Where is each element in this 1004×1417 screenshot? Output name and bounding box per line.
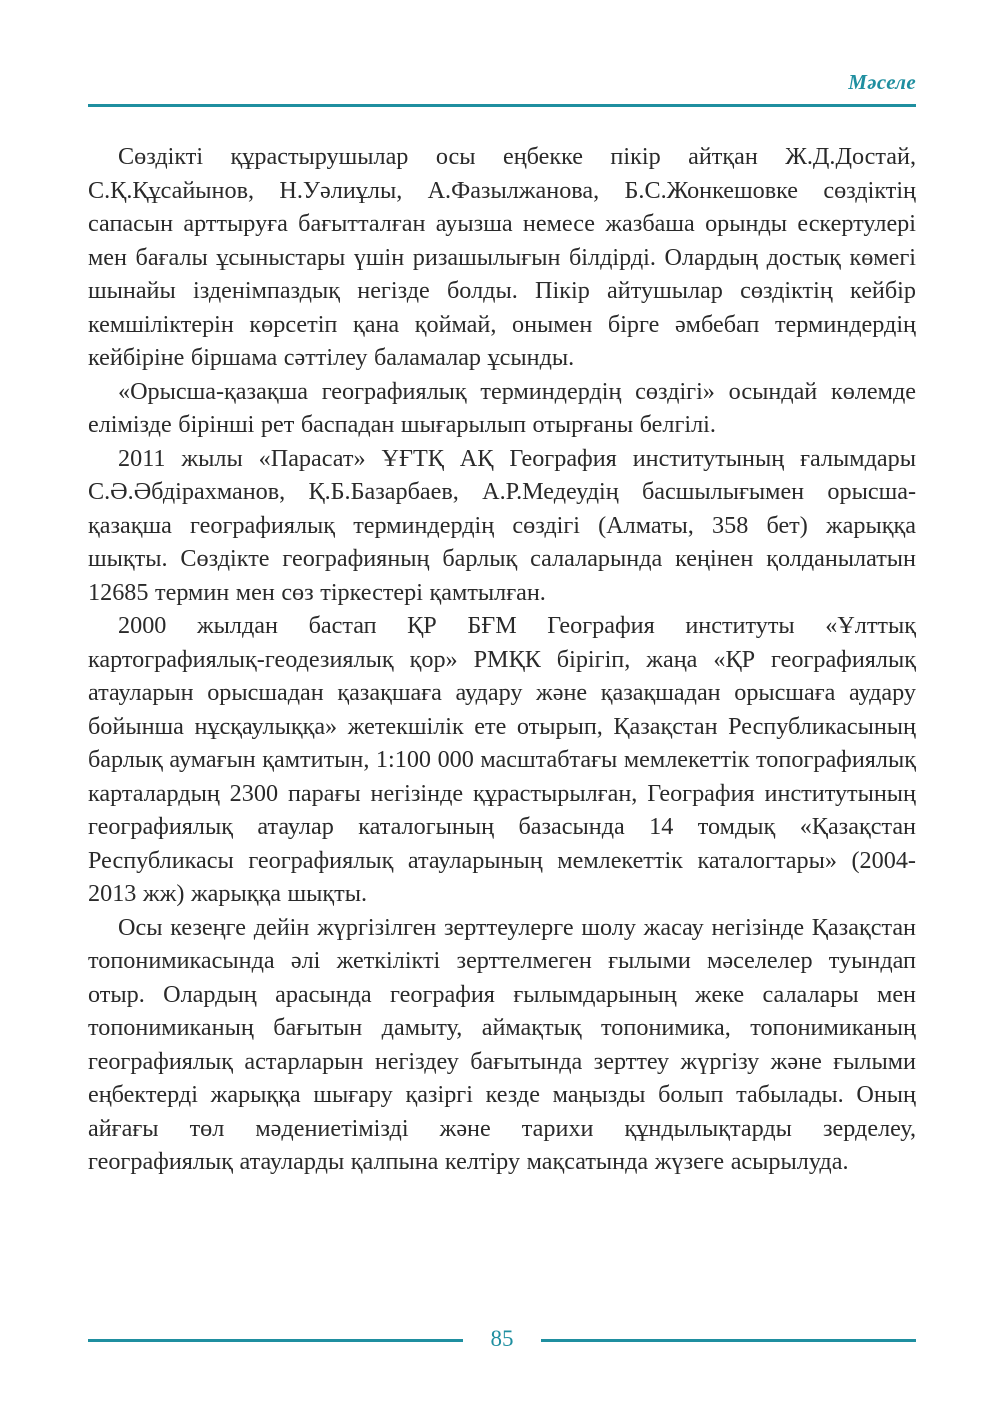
paragraph-5: Осы кезеңге дейін жүргізілген зерттеулерге шолу жасау негізінде Қазақстан топонимикасында әлі жеткілікті зерттелмеген ғылыми мәселелер туындап отыр. Олардың арасында география ғылымдарының жеке салалары мен топонимиканың бағытын дамыту, аймақтық топонимика, топонимиканың географиялық астарларын негіздеу бағытында зерттеу жүргізу және ғылыми еңбектерді жарыққа шығару қазіргі кезде маңызды болып табылады. Оның айғағы төл мәдениетімізді және тарихи құндылықтарды зерделеу, географиялық атауларды қалпына келтіру мақсатында жүзеге асырылуда. (88, 913, 916, 1175)
footer-rule-left (88, 1339, 463, 1342)
footer-rule-right (541, 1339, 916, 1342)
paragraph-2: «Орысша-қазақша географиялық терминдердің сөздігі» осындай көлемде елімізде бірінші рет баспадан шығарылып отырғаны белгілі. (88, 377, 916, 438)
section-title: Мәселе (848, 70, 916, 94)
paragraph-3: 2011 жылы «Парасат» ҰҒТҚ АҚ География институтының ғалымдары С.Ә.Әбдірахманов, Қ.Б.Базарбаев, А.Р.Медеудің басшылығымен орысша-қазақша географиялық терминдердің сөздігі (Алматы, 358 бет) жарыққа шықты. Сөздікте географияның барлық салаларында кеңінен қолданылатын 12685 термин мен сөз тіркестері қамтылған. (88, 444, 916, 606)
paragraph-4: 2000 жылдан бастап ҚР БҒМ География институты «Ұлттық картографиялық-геодезиялық қор» РМҚК бірігіп, жаңа «ҚР географиялық атауларын орысшадан қазақшаға аудару және қазақшадан орысшаға аудару бойынша нұсқаулыққа» жетекшілік ете отырып, Қазақстан Республикасының барлық аумағын қамтитын, 1:100 000 масштабтағы мемлекеттік топографиялық карталардың 2300 парағы негізінде құрастырылған, География институтының географиялық атаулар каталогының базасында 14 томдық «Қазақстан Республикасы географиялық атауларының мемлекеттік каталогтары» (2004-2013 жж) жарыққа шықты. (88, 612, 916, 907)
paragraph-1: Сөздікті құрастырушылар осы еңбекке пікір айтқан Ж.Д.Достай, С.Қ.Құсайынов, Н.Уәлиұлы, А.Фазылжанова, Б.С.Жонкешовке сөздіктің сапасын арттыруға бағытталған ауызша немесе жазбаша орынды ескертулері мен бағалы ұсыныстары үшін ризашылығын білдірді. Олардың достық көмегі шынайы ізденімпаздық негізде болды. Пікір айтушылар сөздіктің кейбір кемшіліктерін көрсетіп қана қоймай, онымен бірге әмбебап терминдердің кейбіріне біршама сәттілеу баламалар ұсынды. (88, 143, 916, 371)
body-text (88, 140, 916, 1179)
page-number: 85 (490, 1326, 514, 1351)
header-rule (88, 104, 916, 107)
